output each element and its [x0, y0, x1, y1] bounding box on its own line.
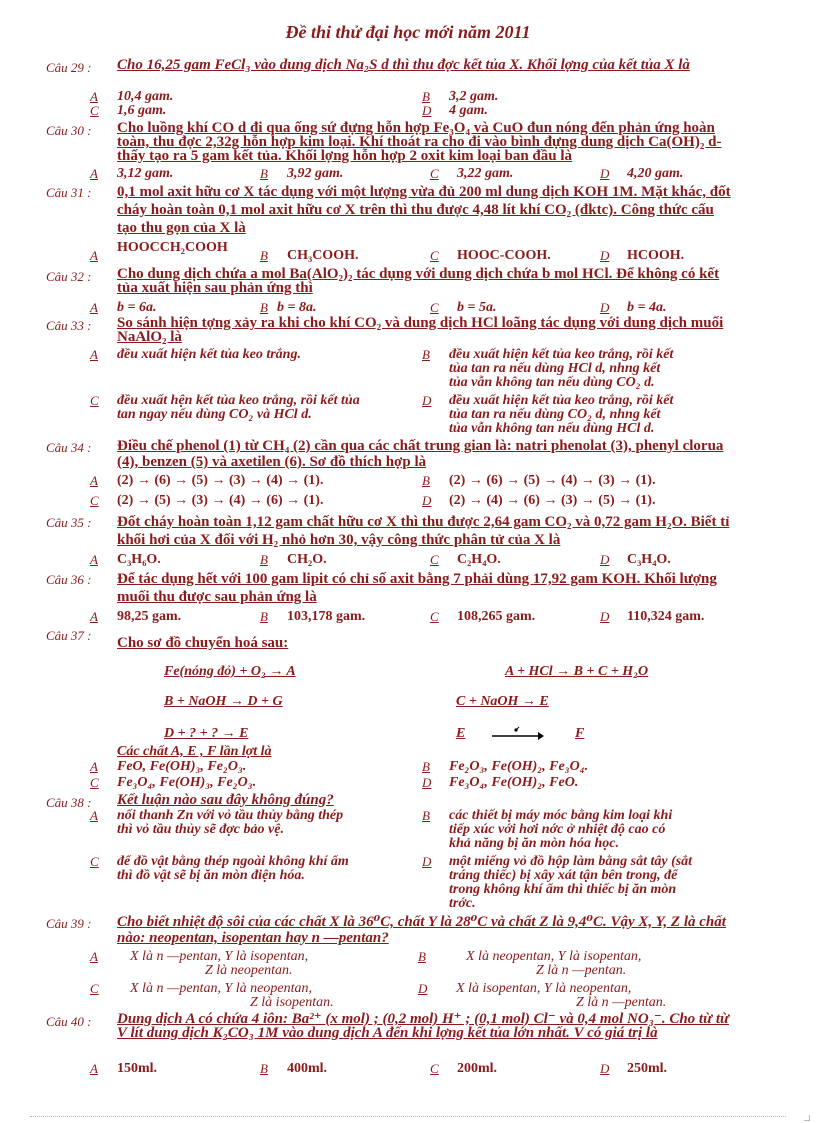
page-corner-mark — [804, 1115, 810, 1121]
question-stem: Cho sơ đồ chuyển hoá sau: — [117, 635, 289, 651]
page-title: Đề thi thử đại học mới năm 2011 — [285, 22, 531, 42]
reaction-2a: B + NaOH → D + G — [164, 694, 283, 709]
question-stem: 0,1 mol axit hữu cơ X tác dụng với một lượng vừa đủ 200 ml dung dịch KOH 1M. Mặt khác, đốt cháy hoàn toàn 0,1 mol axit hữu cơ X trên thì thu được 4,48 lít khí CO₂ (đktc). Công thức cấu tạo thu gọn của X là — [117, 184, 731, 236]
question-stem: Cho 16,25 gam FeCl₃ vào dung dịch Na₂S d thì thu đợc kết tủa X. Khối lợng của kết tủa X là — [117, 57, 690, 73]
question-number: Câu 36 : — [46, 572, 92, 587]
question-number: Câu 40 : — [46, 1014, 92, 1029]
question-number: Câu 29 : — [46, 60, 92, 75]
question-lead: Các chất A, E , F lần lợt là — [117, 744, 272, 759]
reaction-1a: Fe(nóng đỏ) + O₂ → A — [164, 664, 296, 679]
question-stem: Cho dung dịch chứa a mol Ba(AlO₂)₂ tác dụng với dung dịch chứa b mol HCl. Để không có kết tủa xuất hiện sau phản ứng thì — [117, 266, 720, 296]
question-stem: Điều chế phenol (1) từ CH₄ (2) cần qua các chất trung gian là: natri phenolat (3), phenyl clorua (4), benzen (5) và axetilen (6). Sơ đồ thích hợp là — [117, 438, 724, 470]
question-stem: So sánh hiện tợng xảy ra khi cho khí CO₂ và dung dịch HCl loãng tác dụng với dung dịch muối NaAlO₂ là — [117, 315, 724, 345]
reaction-1b: A + HCl → B + C + H₂O — [505, 664, 649, 679]
reaction-2b: C + NaOH → E — [456, 694, 549, 709]
question-stem: Dung dịch A có chứa 4 iôn: Ba²⁺ (x mol) ; (0,2 mol) H⁺ ; (0,1 mol) Cl⁻ và 0,4 mol NO₃⁻. Cho từ từ V lít dung dịch K₂CO₃ 1M vào dung dịch A đến khi lợng kết tủa lớn nhất. V có giá trị là — [117, 1011, 729, 1041]
reaction-3a: D + ? + ? → E — [164, 726, 249, 741]
question-stem: Cho biết nhiệt độ sôi của các chất X là 36⁰C, chất Y là 28⁰C và chất Z là 9,4⁰C. Vậy X, Y, Z là chất nào: neopentan, isopentan hay n —pentan? — [117, 914, 726, 946]
page-footer-divider — [30, 1116, 786, 1117]
question-number: Câu 32 : — [46, 269, 92, 284]
question-number: Câu 38 : — [46, 795, 92, 810]
question-number: Câu 33 : — [46, 318, 92, 333]
question-number: Câu 37 : — [46, 628, 92, 643]
question-number: Câu 35 : — [46, 515, 92, 530]
heat-arrow-icon — [490, 724, 546, 744]
question-number: Câu 30 : — [46, 123, 92, 138]
question-number: Câu 39 : — [46, 916, 92, 931]
reaction-3b: E — [456, 726, 466, 741]
question-number: Câu 34 : — [46, 440, 92, 455]
question-stem: Cho luồng khí CO d đi qua ống sứ đựng hỗn hợp Fe₃O₄ và CuO đun nóng đến phản ứng hoàn toàn, thu đợc 2,32g hỗn hợp kim loại. Khí thoát ra cho đi vào bình đựng dung dịch Ca(OH)₂ d thấy tạo ra 5 gam kết tủa. Khối lợng hỗn hợp 2 oxit kim loại ban đầu là — [117, 120, 722, 164]
question-stem: Để tác dụng hết với 100 gam lipit có chỉ số axit bằng 7 phải dùng 17,92 gam KOH. Khối lượng muối thu được sau phản ứng là — [117, 571, 717, 605]
reaction-3c: F — [575, 726, 585, 741]
question-number: Câu 31 : — [46, 185, 92, 200]
question-stem: Đốt cháy hoàn toàn 1,12 gam chất hữu cơ X thì thu được 2,64 gam CO₂ và 0,72 gam H₂O. Biết tỉ khối hơi của X đối với H₂ nhỏ hơn 30, vậy công thức phân tử của X là — [117, 514, 730, 548]
question-stem: Kết luận nào sau đây không đúng? — [117, 792, 334, 808]
